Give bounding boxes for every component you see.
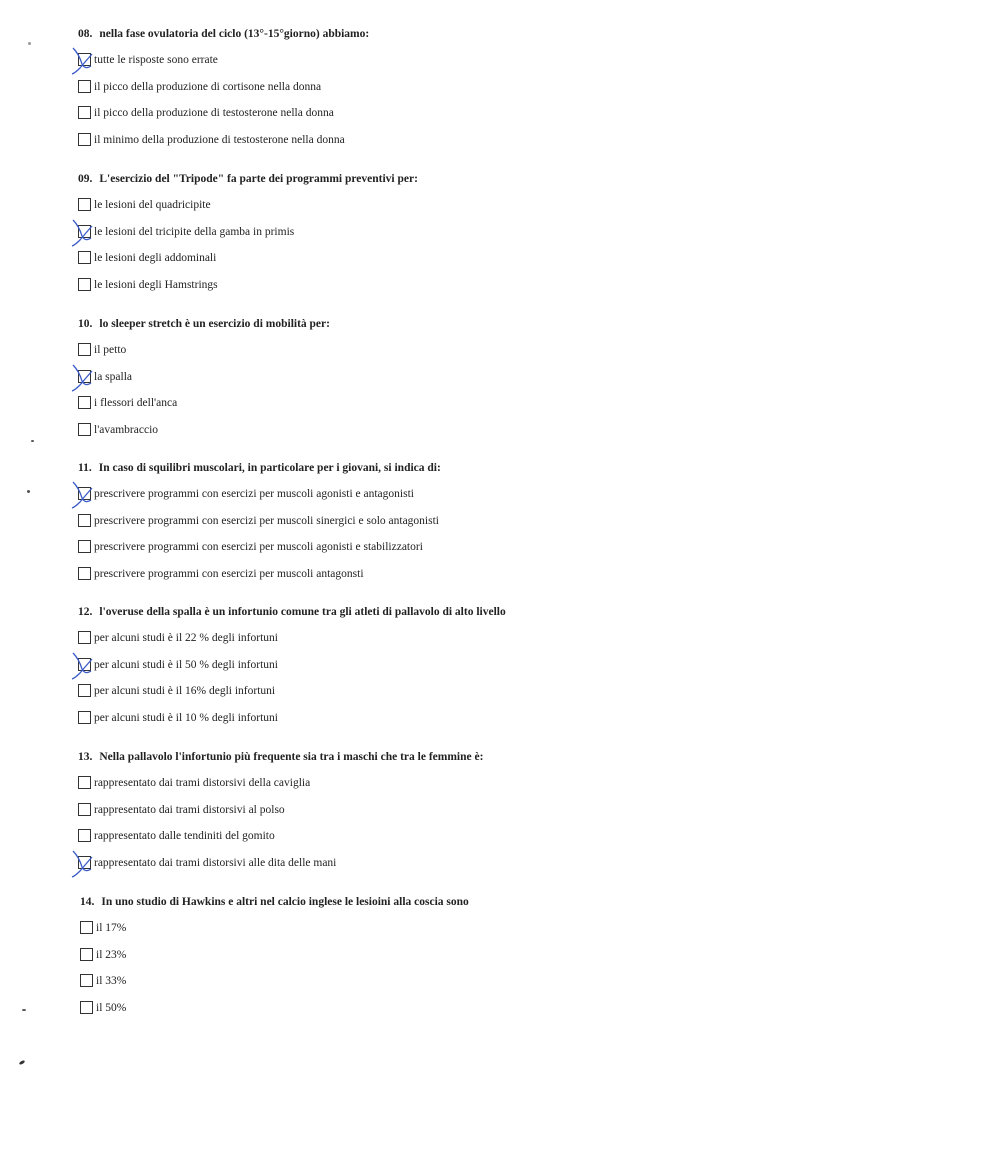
checkbox[interactable] bbox=[78, 829, 91, 842]
answer-option bbox=[78, 684, 958, 711]
option-label: il picco della produzione di cortisone nella donna bbox=[94, 80, 322, 93]
scan-speck bbox=[27, 490, 30, 493]
checkbox[interactable] bbox=[78, 133, 91, 146]
answer-option bbox=[78, 567, 958, 594]
checkbox[interactable] bbox=[78, 776, 91, 789]
question-11 bbox=[78, 461, 958, 594]
answer-option bbox=[78, 803, 958, 830]
option-label: rappresentato dai trami distorsivi della caviglia bbox=[94, 777, 311, 789]
option-label: per alcuni studi è il 16% degli infortuni bbox=[94, 685, 276, 698]
question-text: In uno studio di Hawkins e altri nel calcio inglese le lesioini alla coscia sono bbox=[101, 896, 469, 908]
option-label: tutte le risposte sono errate bbox=[94, 54, 218, 66]
option-label: rappresentato dalle tendiniti del gomito bbox=[94, 830, 275, 843]
checkbox[interactable] bbox=[78, 106, 91, 119]
checkbox[interactable] bbox=[80, 921, 93, 934]
answer-option bbox=[78, 343, 958, 370]
option-label: i flessori dell'anca bbox=[94, 397, 178, 410]
scan-speck bbox=[19, 1060, 26, 1066]
option-label: per alcuni studi è il 50 % degli infortuni bbox=[94, 658, 278, 671]
checkbox[interactable] bbox=[78, 80, 91, 93]
checkbox-checked[interactable] bbox=[78, 53, 91, 66]
option-label: le lesioni del quadricipite bbox=[94, 199, 211, 211]
option-label: le lesioni degli addominali bbox=[94, 252, 217, 265]
answer-option bbox=[78, 133, 958, 160]
question-title bbox=[78, 605, 958, 631]
checkbox[interactable] bbox=[78, 540, 91, 553]
question-title bbox=[78, 27, 958, 53]
answer-option bbox=[78, 514, 958, 541]
pen-check-icon bbox=[71, 361, 101, 393]
question-9 bbox=[78, 172, 958, 305]
answer-option bbox=[80, 1001, 960, 1028]
question-number: 11. bbox=[78, 462, 92, 474]
checkbox-checked[interactable] bbox=[78, 658, 91, 671]
question-number: 09. bbox=[78, 173, 93, 185]
question-text: In caso di squilibri muscolari, in particolare per i giovani, si indica di: bbox=[98, 462, 441, 474]
answer-option bbox=[78, 251, 958, 278]
answer-option bbox=[78, 370, 958, 397]
checkbox[interactable] bbox=[78, 278, 91, 291]
question-title bbox=[78, 750, 958, 776]
checkbox-checked[interactable] bbox=[78, 370, 91, 383]
option-label: rappresentato dai trami distorsivi alle dita delle mani bbox=[94, 857, 337, 870]
option-label: la spalla bbox=[94, 370, 132, 383]
question-8 bbox=[78, 27, 958, 160]
answer-option bbox=[78, 711, 958, 738]
option-label: l'avambraccio bbox=[94, 424, 159, 437]
checkbox-checked[interactable] bbox=[78, 856, 91, 869]
question-13 bbox=[78, 750, 958, 883]
answer-option bbox=[80, 974, 960, 1001]
option-label: per alcuni studi è il 22 % degli infortuni bbox=[94, 632, 278, 644]
checkbox[interactable] bbox=[78, 514, 91, 527]
pen-check-icon bbox=[71, 847, 101, 879]
answer-option bbox=[78, 396, 958, 423]
checkbox[interactable] bbox=[80, 948, 93, 961]
question-number: 14. bbox=[80, 896, 95, 908]
question-10 bbox=[78, 317, 958, 450]
pen-check-icon bbox=[71, 44, 101, 76]
checkbox[interactable] bbox=[78, 567, 91, 580]
option-label: prescrivere programmi con esercizi per muscoli antagonsti bbox=[94, 568, 364, 581]
checkbox[interactable] bbox=[78, 803, 91, 816]
answer-option bbox=[80, 948, 960, 975]
question-number: 10. bbox=[78, 318, 93, 330]
answer-option bbox=[80, 921, 960, 948]
question-text: lo sleeper stretch è un esercizio di mobilità per: bbox=[99, 318, 330, 330]
answer-option bbox=[78, 53, 958, 80]
scan-speck bbox=[28, 42, 31, 45]
option-label: il 50% bbox=[96, 1002, 127, 1015]
checkbox[interactable] bbox=[78, 396, 91, 409]
option-label: prescrivere programmi con esercizi per muscoli sinergici e solo antagonisti bbox=[94, 514, 439, 527]
option-label: per alcuni studi è il 10 % degli infortuni bbox=[94, 712, 278, 725]
question-text: l'overuse della spalla è un infortunio comune tra gli atleti di pallavolo di alto livello bbox=[99, 606, 506, 618]
question-title bbox=[78, 172, 958, 198]
checkbox[interactable] bbox=[78, 684, 91, 697]
question-text: L'esercizio del "Tripode" fa parte dei programmi preventivi per: bbox=[99, 173, 418, 185]
checkbox[interactable] bbox=[78, 343, 91, 356]
option-label: il 23% bbox=[96, 948, 127, 961]
scan-speck bbox=[22, 1009, 26, 1011]
option-label: il picco della produzione di testosterone nella donna bbox=[94, 107, 334, 120]
checkbox[interactable] bbox=[78, 631, 91, 644]
question-14 bbox=[80, 895, 960, 1028]
option-label: prescrivere programmi con esercizi per muscoli agonisti e antagonisti bbox=[94, 488, 414, 500]
question-number: 13. bbox=[78, 751, 93, 763]
question-title bbox=[80, 895, 960, 921]
checkbox[interactable] bbox=[78, 711, 91, 724]
answer-option bbox=[78, 225, 958, 252]
question-title bbox=[78, 461, 958, 487]
checkbox[interactable] bbox=[80, 974, 93, 987]
checkbox-checked[interactable] bbox=[78, 225, 91, 238]
option-label: il 33% bbox=[96, 975, 127, 988]
answer-option bbox=[78, 829, 958, 856]
question-title bbox=[78, 317, 958, 343]
answer-option bbox=[78, 106, 958, 133]
pen-check-icon bbox=[71, 649, 101, 681]
option-label: le lesioni degli Hamstrings bbox=[94, 279, 218, 292]
answer-option bbox=[78, 658, 958, 685]
checkbox[interactable] bbox=[78, 423, 91, 436]
question-text: nella fase ovulatoria del ciclo (13°-15°giorno) abbiamo: bbox=[99, 28, 370, 40]
scan-speck bbox=[31, 440, 34, 442]
option-label: il 17% bbox=[96, 922, 127, 934]
checkbox[interactable] bbox=[78, 198, 91, 211]
answer-option bbox=[78, 80, 958, 107]
pen-check-icon bbox=[71, 216, 101, 248]
pen-check-icon bbox=[71, 478, 101, 510]
checkbox-checked[interactable] bbox=[78, 487, 91, 500]
option-label: le lesioni del tricipite della gamba in primis bbox=[94, 225, 295, 238]
answer-option bbox=[78, 776, 958, 803]
checkbox[interactable] bbox=[78, 251, 91, 264]
option-label: il petto bbox=[94, 344, 127, 356]
answer-option bbox=[78, 423, 958, 450]
answer-option bbox=[78, 856, 958, 883]
question-number: 12. bbox=[78, 606, 93, 618]
option-label: prescrivere programmi con esercizi per muscoli agonisti e stabilizzatori bbox=[94, 541, 423, 554]
checkbox[interactable] bbox=[80, 1001, 93, 1014]
question-text: Nella pallavolo l'infortunio più frequente sia tra i maschi che tra le femmine è: bbox=[99, 751, 484, 763]
option-label: il minimo della produzione di testosterone nella donna bbox=[94, 134, 345, 147]
answer-option bbox=[78, 540, 958, 567]
question-12 bbox=[78, 605, 958, 738]
option-label: rappresentato dai trami distorsivi al polso bbox=[94, 803, 285, 816]
answer-option bbox=[78, 631, 958, 658]
answer-option bbox=[78, 278, 958, 305]
answer-option bbox=[78, 198, 958, 225]
answer-option bbox=[78, 487, 958, 514]
question-number: 08. bbox=[78, 28, 93, 40]
